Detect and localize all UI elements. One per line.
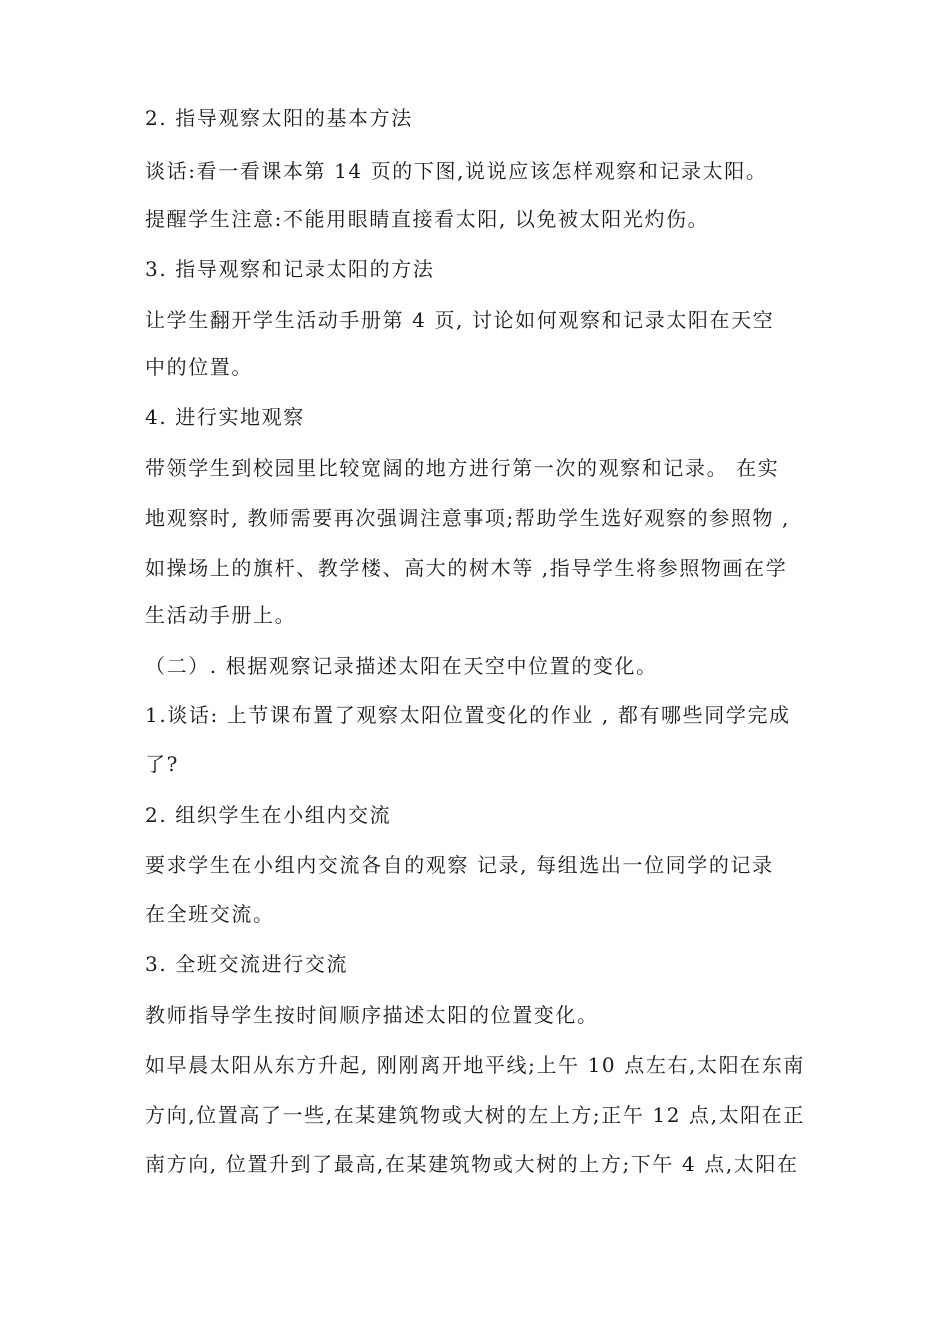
paragraph-line: 生活动手册上。 xyxy=(145,603,297,627)
heading-3-class-exchange: 3. 全班交流进行交流 xyxy=(145,952,349,976)
paragraph-line: 提醒学生注意:不能用眼睛直接看太阳, 以免被太阳光灼伤。 xyxy=(145,207,710,231)
paragraph-line: 地观察时, 教师需要再次强调注意事项;帮助学生选好观察的参照物 , xyxy=(145,506,790,530)
paragraph-line: 谈话:看一看课本第 14 页的下图,说说应该怎样观察和记录太阳。 xyxy=(145,159,768,183)
paragraph-line: 南方向, 位置升到了最高,在某建筑物或大树的上方;下午 4 点,太阳在 xyxy=(145,1152,799,1176)
paragraph-line: 如操场上的旗杆、教学楼、高大的树木等 ,指导学生将参照物画在学 xyxy=(145,556,788,580)
paragraph-line: 教师指导学生按时间顺序描述太阳的位置变化。 xyxy=(145,1003,599,1027)
section-heading-2: （二）. 根据观察记录描述太阳在天空中位置的变化。 xyxy=(145,654,658,678)
heading-2-group-exchange: 2. 组织学生在小组内交流 xyxy=(145,803,392,827)
heading-2-observe-sun-method: 2. 指导观察太阳的基本方法 xyxy=(145,106,413,130)
heading-3-observe-record-method: 3. 指导观察和记录太阳的方法 xyxy=(145,257,435,281)
heading-4-field-observation: 4. 进行实地观察 xyxy=(145,405,305,429)
paragraph-line: 中的位置。 xyxy=(145,355,253,379)
paragraph-line: 1.谈话: 上节课布置了观察太阳位置变化的作业 , 都有哪些同学完成 xyxy=(145,703,791,727)
paragraph-line: 如早晨太阳从东方升起, 刚刚离开地平线;上午 10 点左右,太阳在东南 xyxy=(145,1053,805,1077)
paragraph-line: 了? xyxy=(145,752,179,776)
paragraph-line: 带领学生到校园里比较宽阔的地方进行第一次的观察和记录。 在实 xyxy=(145,456,780,480)
paragraph-line: 让学生翻开学生活动手册第 4 页, 讨论如何观察和记录太阳在天空 xyxy=(145,308,775,332)
paragraph-line: 要求学生在小组内交流各自的观察 记录, 每组选出一位同学的记录 xyxy=(145,853,774,877)
paragraph-line: 方向,位置高了一些,在某建筑物或大树的左上方;正午 12 点,太阳在正 xyxy=(145,1103,805,1127)
paragraph-line: 在全班交流。 xyxy=(145,902,275,926)
